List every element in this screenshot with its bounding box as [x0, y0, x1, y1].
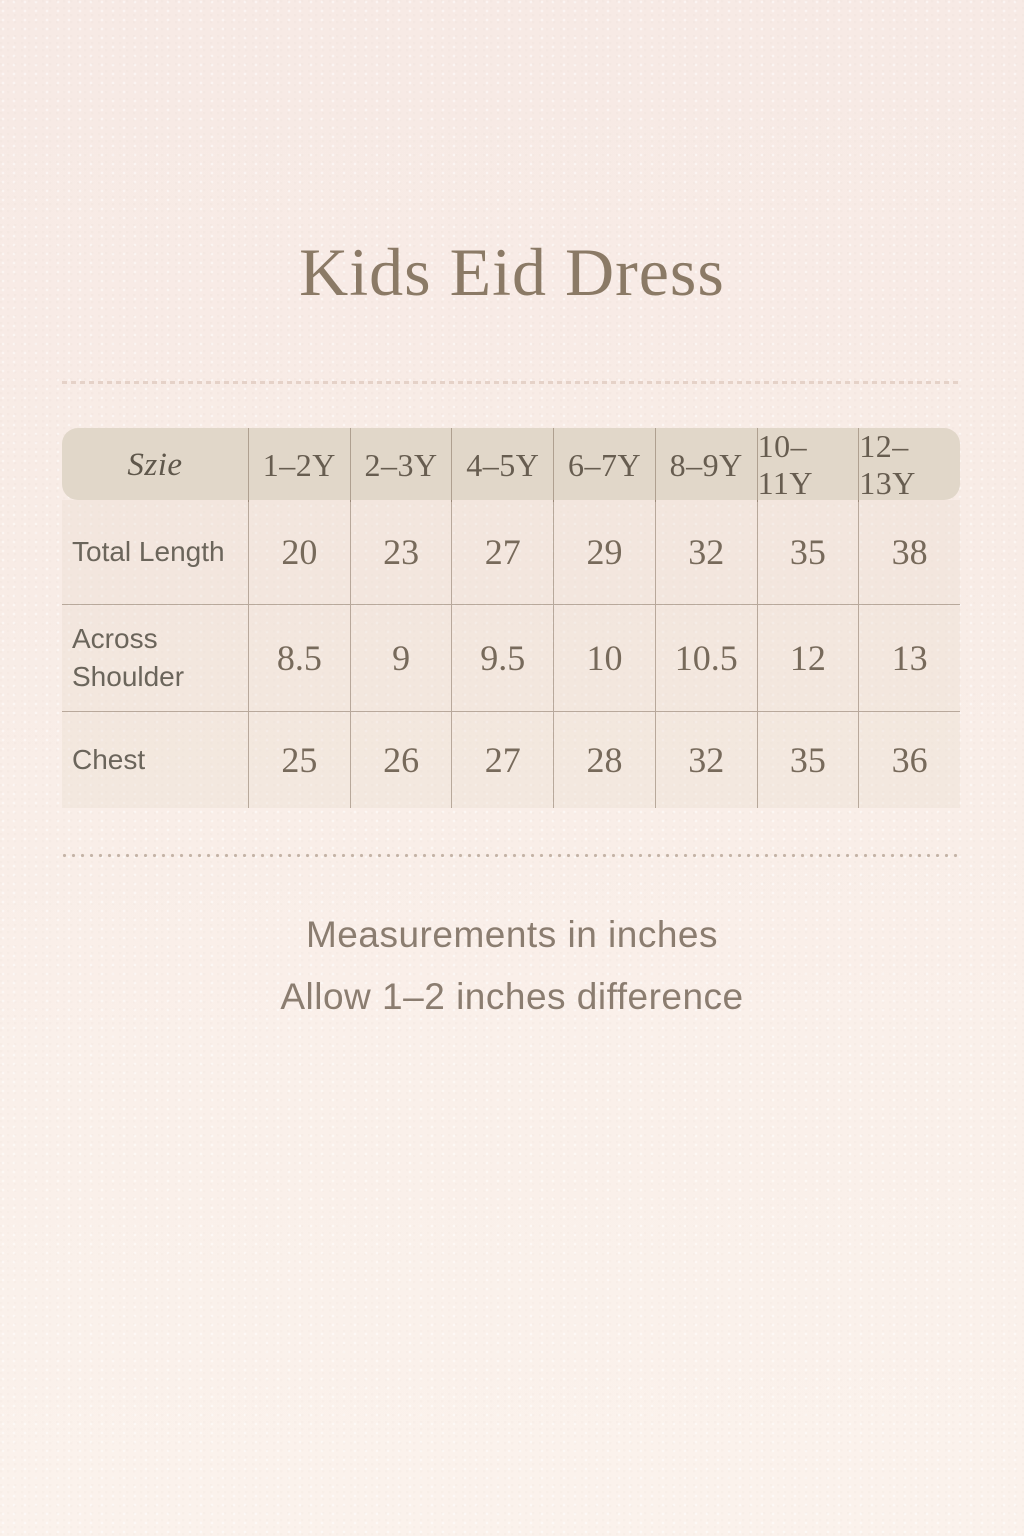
- table-cell-value: 23: [350, 500, 452, 604]
- table-cell-value: 20: [248, 500, 350, 604]
- table-header-cell: 1–2Y: [248, 428, 350, 502]
- table-row-label: Chest: [72, 744, 146, 776]
- bottom-dotted-divider: [62, 853, 962, 858]
- table-cell-value: 27: [451, 500, 553, 604]
- table-cell-value: 10.5: [655, 605, 757, 711]
- table-cell-value: 13: [858, 605, 960, 711]
- table-row-label: Across Shoulder: [72, 623, 185, 692]
- table-cell-value: 25: [248, 712, 350, 808]
- table-header-cell: 10–11Y: [757, 428, 859, 502]
- table-row: [62, 500, 960, 604]
- table-cell-value: 10: [553, 605, 655, 711]
- table-cell-value: 38: [858, 500, 960, 604]
- table-cell-value: 8.5: [248, 605, 350, 711]
- top-dotted-divider: [62, 381, 962, 384]
- table-cell-value: 35: [757, 712, 859, 808]
- table-header-cell: 12–13Y: [858, 428, 960, 502]
- table-cell-value: 26: [350, 712, 452, 808]
- size-chart-table: [62, 428, 960, 808]
- table-cell-value: 27: [451, 712, 553, 808]
- table-cell-value: 36: [858, 712, 960, 808]
- table-cell-value: 9.5: [451, 605, 553, 711]
- table-cell-value: 12: [757, 605, 859, 711]
- table-header-size: Szie: [127, 446, 183, 483]
- table-cell-value: 35: [757, 500, 859, 604]
- table-cell-value: 32: [655, 712, 757, 808]
- table-header-cell: 2–3Y: [350, 428, 452, 502]
- table-header-cell: 4–5Y: [451, 428, 553, 502]
- table-header-cell: 8–9Y: [655, 428, 757, 502]
- table-row: [62, 711, 960, 808]
- table-cell-value: 32: [655, 500, 757, 604]
- table-header-cell: 6–7Y: [553, 428, 655, 502]
- table-header-row: [62, 428, 960, 500]
- table-row: [62, 604, 960, 711]
- table-cell-value: 29: [553, 500, 655, 604]
- table-row-label: Total Length: [72, 536, 225, 568]
- note-units: Measurements in inches: [305, 914, 719, 955]
- table-cell-value: 28: [553, 712, 655, 808]
- table-body: [62, 500, 960, 808]
- page-title: Kids Eid Dress: [299, 234, 725, 310]
- note-tolerance: Allow 1–2 inches difference: [280, 976, 744, 1017]
- table-cell-value: 9: [350, 605, 452, 711]
